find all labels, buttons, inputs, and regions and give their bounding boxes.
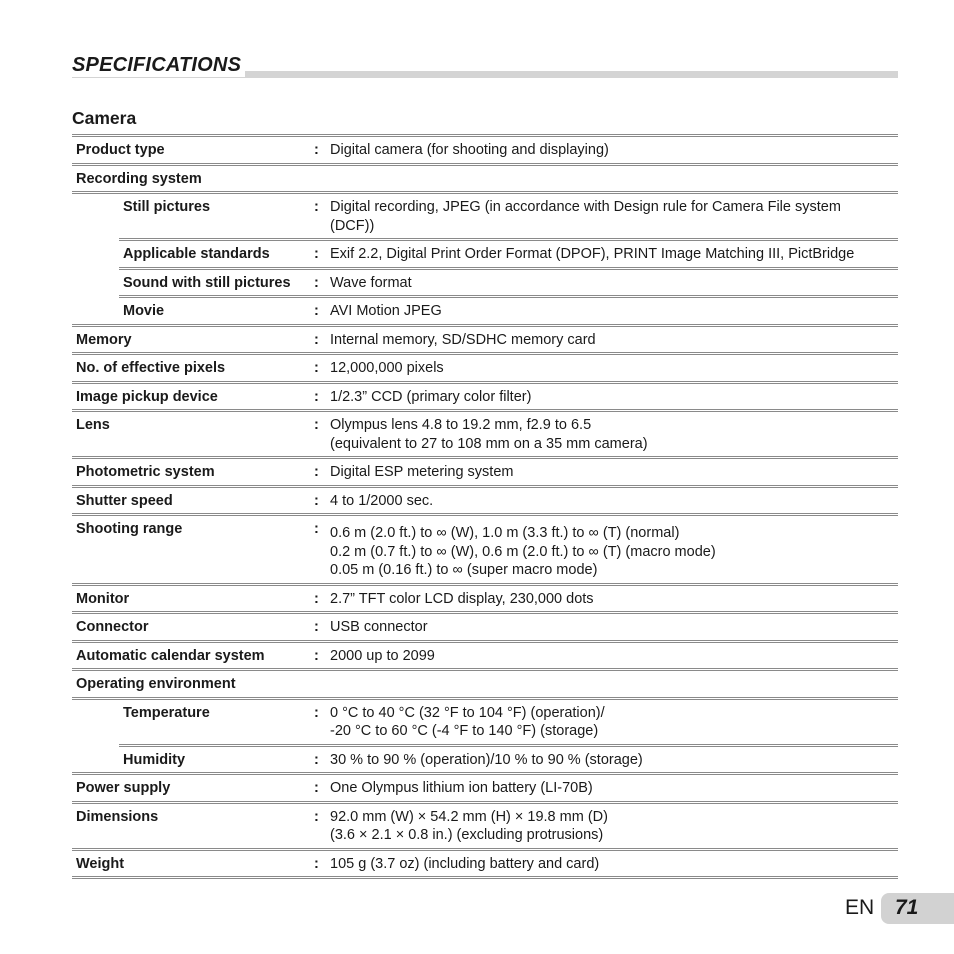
spec-row xyxy=(72,298,898,327)
spec-row xyxy=(72,488,898,517)
spec-value: Digital camera (for shooting and displaying) xyxy=(330,142,609,158)
spec-row xyxy=(72,516,898,586)
spec-row xyxy=(72,166,898,195)
spec-value: 12,000,000 pixels xyxy=(330,360,444,376)
spec-row xyxy=(72,412,898,459)
spec-colon: : xyxy=(314,590,319,607)
spec-row xyxy=(72,355,898,384)
language-label: EN xyxy=(845,896,875,919)
spec-row xyxy=(72,137,898,166)
page-number: 71 xyxy=(895,896,919,919)
spec-label: Humidity xyxy=(123,751,186,768)
spec-label: No. of effective pixels xyxy=(76,360,226,376)
spec-label: Product type xyxy=(76,142,165,158)
page-number-tab xyxy=(881,893,954,924)
spec-value: 2.7” TFT color LCD display, 230,000 dots xyxy=(330,590,594,607)
spec-colon: : xyxy=(314,780,319,796)
spec-value: Digital ESP metering system xyxy=(330,464,514,480)
spec-label: Applicable standards xyxy=(123,246,270,262)
spec-value: Olympus lens 4.8 to 19.2 mm, f2.9 to 6.5 (equivalent to 27 to 108 mm on a 35 mm camera) xyxy=(330,417,648,452)
spec-value: Wave format xyxy=(330,274,412,291)
spec-value: Exif 2.2, Digital Print Order Format (DPOF), PRINT Image Matching III, PictBridge xyxy=(330,246,855,262)
spec-label: Monitor xyxy=(76,590,130,607)
spec-table xyxy=(72,134,898,879)
spec-row xyxy=(72,459,898,488)
spec-colon: : xyxy=(314,417,319,433)
spec-row xyxy=(72,586,898,615)
spec-colon: : xyxy=(314,751,319,768)
spec-label: Connector xyxy=(76,619,149,635)
spec-label: Photometric system xyxy=(76,464,215,480)
spec-colon: : xyxy=(314,331,319,348)
spec-colon: : xyxy=(314,360,319,376)
spec-value: 0.6 m (2.0 ft.) to ∞ (W), 1.0 m (3.3 ft.) to ∞ (T) (normal) 0.2 m (0.7 ft.) to ∞ (W), 0.6 m (2.0 ft.) to ∞ (T) (macro mode) 0.05 m (0.16 ft.) to ∞ (super macro mode) xyxy=(330,525,716,578)
spec-row xyxy=(72,775,898,804)
spec-value: 105 g (3.7 oz) (including battery and card) xyxy=(330,855,600,872)
page-title: SPECIFICATIONS xyxy=(72,54,245,77)
spec-row xyxy=(72,614,898,643)
spec-colon: : xyxy=(314,619,319,635)
spec-label: Sound with still pictures xyxy=(123,274,291,291)
spec-row xyxy=(72,194,898,241)
spec-colon: : xyxy=(314,492,319,509)
spec-label: Lens xyxy=(76,417,110,433)
spec-label: Temperature xyxy=(123,704,210,721)
page-footer xyxy=(845,893,954,925)
spec-value: AVI Motion JPEG xyxy=(330,303,442,319)
spec-value: 30 % to 90 % (operation)/10 % to 90 % (storage) xyxy=(330,751,643,768)
spec-row xyxy=(72,270,898,299)
spec-value: 4 to 1/2000 sec. xyxy=(330,492,434,509)
spec-value: Internal memory, SD/SDHC memory card xyxy=(330,331,596,348)
spec-value: 92.0 mm (W) × 54.2 mm (H) × 19.8 mm (D) (3.6 × 2.1 × 0.8 in.) (excluding protrusions) xyxy=(330,808,608,843)
spec-colon: : xyxy=(314,647,319,664)
spec-label: Dimensions xyxy=(76,808,159,825)
spec-colon: : xyxy=(314,388,319,405)
spec-value: 1/2.3” CCD (primary color filter) xyxy=(330,388,532,405)
spec-value: 0 °C to 40 °C (32 °F to 104 °F) (operation)/ -20 °C to 60 °C (-4 °F to 140 °F) (storage) xyxy=(330,704,605,739)
spec-value: USB connector xyxy=(330,619,428,635)
spec-colon: : xyxy=(314,464,319,480)
spec-colon: : xyxy=(314,303,319,319)
spec-value: One Olympus lithium ion battery (LI-70B) xyxy=(330,780,593,796)
spec-label: Weight xyxy=(76,855,125,872)
spec-label: Power supply xyxy=(76,780,171,796)
spec-colon: : xyxy=(314,274,319,291)
spec-label: Movie xyxy=(123,303,165,319)
spec-label: Still pictures xyxy=(123,199,211,215)
spec-row xyxy=(72,327,898,356)
spec-colon: : xyxy=(314,246,319,262)
spec-row xyxy=(72,643,898,672)
spec-row xyxy=(72,747,898,776)
spec-value: 2000 up to 2099 xyxy=(330,647,435,664)
spec-colon: : xyxy=(314,199,319,215)
spec-colon: : xyxy=(314,855,319,872)
spec-row xyxy=(72,241,898,270)
spec-label: Recording system xyxy=(76,170,202,187)
section-heading: Camera xyxy=(72,108,137,128)
spec-label: Shooting range xyxy=(76,521,183,537)
spec-label: Memory xyxy=(76,331,132,348)
spec-colon: : xyxy=(314,808,319,825)
spec-row xyxy=(72,384,898,413)
spec-row xyxy=(72,804,898,851)
page-title-bar xyxy=(72,52,898,82)
spec-label: Image pickup device xyxy=(76,388,218,405)
spec-row xyxy=(72,700,898,747)
spec-colon: : xyxy=(314,142,319,158)
spec-label: Operating environment xyxy=(76,676,236,692)
spec-label: Automatic calendar system xyxy=(76,647,265,664)
spec-colon: : xyxy=(314,521,319,537)
spec-value xyxy=(330,170,898,189)
spec-value: Digital recording, JPEG (in accordance with Design rule for Camera File system (DCF)) xyxy=(330,199,841,234)
spec-colon: : xyxy=(314,704,319,721)
spec-value xyxy=(330,675,898,694)
spec-label: Shutter speed xyxy=(76,492,173,509)
spec-row xyxy=(72,671,898,700)
spec-row xyxy=(72,851,898,880)
